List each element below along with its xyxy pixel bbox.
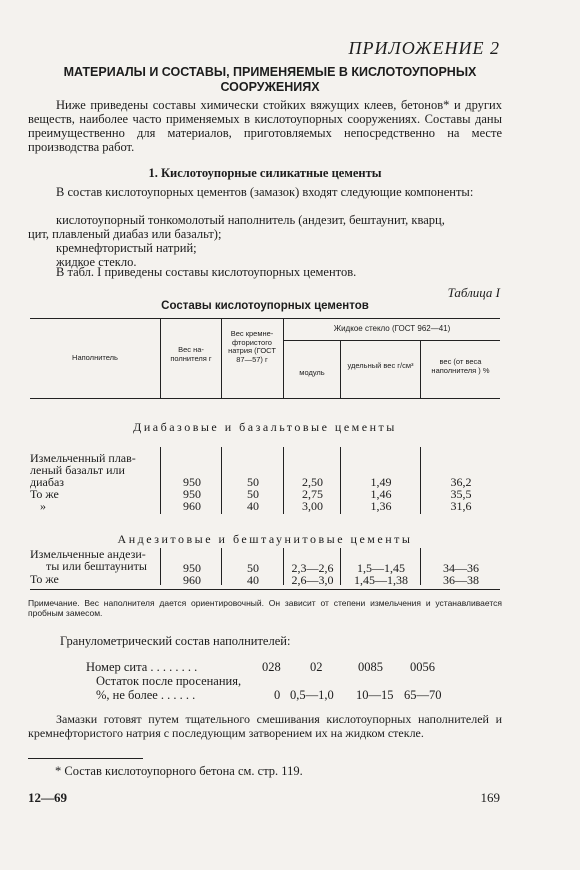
col-divider	[160, 318, 161, 398]
cell-density: 1,45—1,38	[354, 573, 408, 587]
granulometry-title: Гранулометрический состав наполнителей:	[60, 634, 291, 648]
title-line-2: СООРУЖЕНИЯХ	[220, 80, 320, 94]
cell-modulus: 3,00	[302, 499, 323, 513]
table-header-rule	[30, 398, 500, 399]
group-title: Андезитовые и бештаунитовые цементы	[117, 532, 413, 546]
col-divider	[340, 340, 341, 398]
section-heading: 1. Кислотоупорные силикатные цементы	[148, 166, 382, 180]
table-number: Таблица I	[447, 285, 500, 300]
residue-label: %, не более . . . . . .	[96, 688, 196, 702]
cell-weight: 960	[183, 573, 201, 587]
component-sodium: кремнефтористый натрий;	[56, 241, 197, 255]
header-sodium: Вес кремнефтористого натрия (ГОСТ 87—57) г	[228, 329, 276, 364]
sieve-value: 0085	[358, 660, 383, 674]
col-divider	[160, 447, 161, 514]
cell-pct: 35,5	[450, 487, 472, 501]
cell-weight: 950	[183, 561, 201, 575]
sieve-label: Номер сита . . . . . . . .	[86, 660, 198, 674]
cell-density: 1,46	[370, 487, 392, 501]
cell-modulus: 2,3—2,6	[291, 561, 334, 575]
filler-label-line: То же	[30, 572, 59, 586]
cell-sodium: 50	[247, 561, 259, 575]
table-reference: В табл. I приведены составы кислотоупорных цементов.	[56, 265, 357, 279]
component-liquid-glass: жидкое стекло.	[56, 255, 137, 269]
appendix-label: ПРИЛОЖЕНИЕ 2	[348, 38, 500, 58]
cell-weight: 960	[183, 499, 201, 513]
cell-pct: 31,6	[450, 499, 472, 513]
cell-modulus: 2,75	[302, 487, 323, 501]
component-filler-cont: цит, плавленый диабаз или базальт);	[28, 227, 222, 241]
component-filler: кислотоупорный тонкомолотый наполнитель (андезит, бештаунит, кварц,	[56, 213, 445, 227]
cell-weight: 950	[183, 475, 201, 489]
group-title: Диабазовые и базальтовые цементы	[133, 420, 397, 434]
filler-label-line: леный базальт или	[30, 463, 125, 477]
header-density: удельный вес г/см³	[347, 361, 414, 370]
liquid-glass-rule	[283, 340, 500, 341]
sieve-value: 028	[262, 660, 281, 674]
header-weight-pct: вес (от веса наполнителя ) %	[431, 357, 490, 375]
filler-label-line: »	[40, 499, 46, 513]
intro-paragraph: Ниже приведены составы химически стойких вяжущих клеев, бетонов* и других веществ, наиболее часто применяемых в кислотоупорных сооружениях. Составы даны преимущественно для материалов, приготовляемых непосредственно на месте производства работ.	[28, 98, 502, 154]
cell-sodium: 40	[247, 573, 259, 587]
header-filler: Наполнитель	[72, 353, 118, 362]
sieve-value: 02	[310, 660, 323, 674]
cell-weight: 950	[183, 487, 201, 501]
cell-density: 1,36	[370, 499, 392, 513]
col-divider	[283, 318, 284, 398]
residue-value: 0	[274, 688, 281, 702]
footnote-rule	[28, 758, 143, 759]
filler-label-line: Измельченный плав-	[30, 451, 136, 465]
residue-value: 0,5—1,0	[290, 688, 334, 702]
cell-sodium: 50	[247, 475, 259, 489]
cell-modulus: 2,6—3,0	[291, 573, 334, 587]
footnote: * Состав кислотоупорного бетона см. стр. 119.	[55, 764, 303, 778]
table-note: Примечание. Вес наполнителя дается ориентировочный. Он зависит от степени измельчения и устанавливается пробным замесом.	[28, 598, 502, 618]
table-bottom-rule	[30, 589, 500, 590]
cell-density: 1,49	[370, 475, 392, 489]
page-number: 169	[480, 790, 500, 805]
final-paragraph: Замазки готовят путем тщательного смешивания кислотоупорных наполнителей и кремнефтористого натрия с последующим затворением их на жидком стекле.	[28, 712, 502, 740]
header-modulus: модуль	[299, 368, 325, 377]
filler-label-line: Измельченные андези-	[30, 547, 146, 561]
sieve-value: 0056	[410, 660, 435, 674]
residue-value: 10—15	[356, 688, 394, 702]
cell-modulus: 2,50	[302, 475, 323, 489]
page-title	[40, 65, 500, 95]
table-title: Составы кислотоупорных цементов	[161, 300, 369, 312]
filler-label-line: ты или бештауниты	[46, 559, 147, 573]
residue-label: Остаток после просенания,	[96, 674, 242, 688]
filler-label-line: То же	[30, 487, 59, 501]
cell-sodium: 40	[247, 499, 259, 513]
cell-density: 1,5—1,45	[357, 561, 405, 575]
col-divider	[420, 340, 421, 398]
filler-label-line: диабаз	[30, 475, 65, 489]
col-divider	[221, 318, 222, 398]
components-intro: В состав кислотоупорных цементов (замазок) входят следующие компоненты:	[56, 185, 474, 199]
header-filler-weight: Вес наполнителя г	[170, 345, 212, 363]
title-line-1: МАТЕРИАЛЫ И СОСТАВЫ, ПРИМЕНЯЕМЫЕ В КИСЛОТОУПОРНЫХ	[63, 65, 477, 79]
cell-pct: 36,2	[450, 475, 472, 489]
residue-value: 65—70	[404, 688, 442, 702]
table-top-rule	[30, 318, 500, 319]
cell-pct: 34—36	[443, 561, 479, 575]
cell-pct: 36—38	[443, 573, 479, 587]
header-liquid-glass: Жидкое стекло (ГОСТ 962—41)	[333, 324, 451, 333]
cell-sodium: 50	[247, 487, 259, 501]
signature-mark: 12—69	[28, 790, 67, 805]
col-divider	[160, 548, 161, 585]
